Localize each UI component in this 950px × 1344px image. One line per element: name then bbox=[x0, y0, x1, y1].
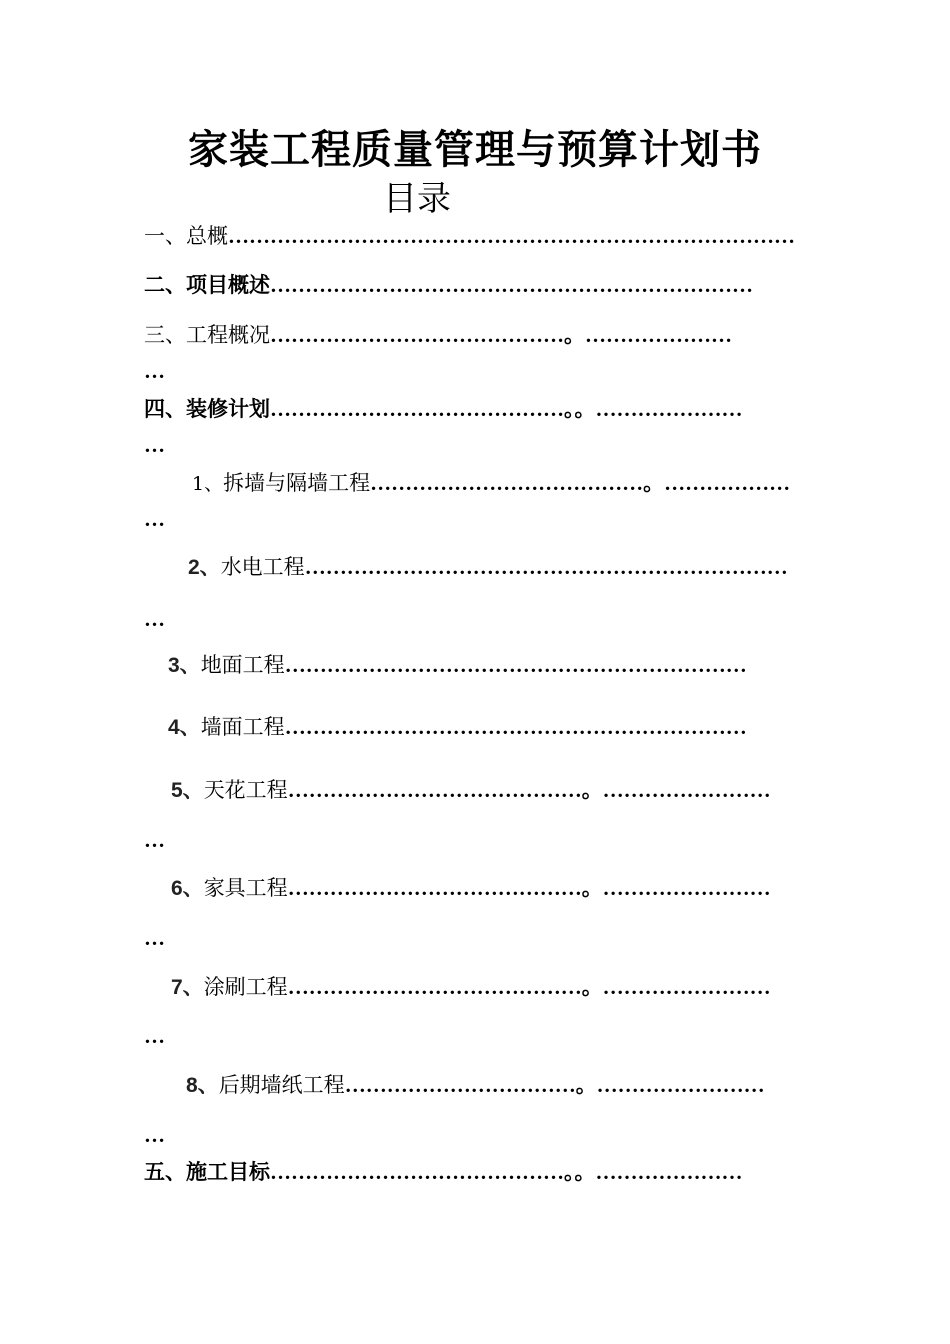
document-title: 家装工程质量管理与预算计划书 bbox=[188, 127, 762, 173]
toc-entry-label: 墙面工程 bbox=[200, 715, 285, 739]
toc-dot-leader: …………………………………。……………… bbox=[370, 471, 791, 495]
toc-dot-leader: ……………………………………。。………………… bbox=[270, 1160, 743, 1184]
toc-dot-leader: ……………………………………。…………………… bbox=[287, 876, 771, 900]
toc-leader-continuation: … bbox=[144, 926, 165, 950]
toc-entry-painting[interactable] bbox=[171, 973, 771, 1002]
toc-entry-label: 水电工程 bbox=[220, 555, 305, 579]
toc-entry-prefix: 五、 bbox=[144, 1160, 186, 1184]
toc-dot-leader: ……………………………………。………………… bbox=[270, 323, 732, 347]
toc-entry-prefix: 7、 bbox=[171, 976, 204, 999]
toc-entry-wallpaper[interactable] bbox=[186, 1071, 765, 1100]
toc-dot-leader: ……………………………………………………………………… bbox=[228, 224, 795, 248]
toc-dot-leader: …………………………………………………………… bbox=[270, 273, 753, 297]
toc-entry-prefix: 5、 bbox=[171, 779, 204, 802]
toc-leader-continuation: … bbox=[144, 1123, 165, 1147]
toc-dot-leader: ……………………………………。。………………… bbox=[270, 397, 743, 421]
toc-entry-prefix: 8、 bbox=[186, 1074, 219, 1097]
toc-leader-continuation: … bbox=[144, 507, 165, 531]
toc-entry-label: 家具工程 bbox=[203, 876, 288, 900]
toc-entry-overview[interactable] bbox=[144, 222, 795, 250]
toc-entry-project-status[interactable] bbox=[144, 321, 732, 349]
toc-entry-wall-surface[interactable] bbox=[168, 713, 747, 742]
toc-entry-label: 施工目标 bbox=[186, 1160, 270, 1184]
toc-dot-leader: ……………………………………。…………………… bbox=[287, 778, 771, 802]
toc-entry-prefix: 一、 bbox=[144, 224, 186, 248]
toc-dot-leader: ………………………………………………………… bbox=[284, 715, 747, 739]
toc-leader-continuation: … bbox=[144, 359, 165, 383]
toc-entry-furniture[interactable] bbox=[171, 874, 771, 903]
toc-entry-label: 拆墙与隔墙工程 bbox=[223, 471, 371, 495]
toc-entry-ceiling[interactable] bbox=[171, 776, 771, 805]
toc-entry-plumbing-electrical[interactable] bbox=[188, 553, 788, 582]
toc-entry-prefix: 4、 bbox=[168, 716, 201, 739]
toc-dot-leader: ………………………………………………………… bbox=[284, 653, 747, 677]
toc-entry-prefix: 6、 bbox=[171, 877, 204, 900]
toc-entry-label: 天花工程 bbox=[203, 778, 288, 802]
toc-leader-continuation: … bbox=[144, 433, 165, 457]
toc-entry-label: 装修计划 bbox=[186, 397, 270, 421]
toc-entry-label: 后期墙纸工程 bbox=[218, 1073, 345, 1097]
toc-entry-prefix: 3、 bbox=[168, 654, 201, 677]
toc-entry-flooring[interactable] bbox=[168, 651, 747, 680]
toc-leader-continuation: … bbox=[144, 607, 165, 631]
toc-entry-construction-goals[interactable] bbox=[144, 1158, 743, 1186]
toc-dot-leader: ……………………………………。…………………… bbox=[287, 975, 771, 999]
toc-dot-leader: …………………………………………………………… bbox=[304, 555, 788, 579]
toc-entry-label: 项目概述 bbox=[186, 273, 270, 297]
toc-entry-wall-demolition[interactable] bbox=[192, 469, 790, 498]
toc-leader-continuation: … bbox=[144, 1024, 165, 1048]
toc-entry-prefix: 1、 bbox=[192, 473, 224, 495]
toc-entry-renovation-plan[interactable] bbox=[144, 395, 743, 423]
toc-heading: 目录 bbox=[383, 179, 451, 219]
toc-entry-prefix: 二、 bbox=[144, 273, 186, 297]
toc-entry-label: 工程概况 bbox=[186, 323, 270, 347]
toc-entry-prefix: 2、 bbox=[188, 556, 221, 579]
toc-entry-prefix: 四、 bbox=[144, 397, 186, 421]
toc-dot-leader: ……………………………。…………………… bbox=[344, 1073, 765, 1097]
toc-leader-continuation: … bbox=[144, 828, 165, 852]
toc-entry-label: 总概 bbox=[186, 224, 228, 248]
toc-entry-label: 涂刷工程 bbox=[203, 975, 288, 999]
toc-entry-label: 地面工程 bbox=[200, 653, 285, 677]
toc-entry-prefix: 三、 bbox=[144, 323, 186, 347]
toc-entry-project-summary[interactable] bbox=[144, 271, 753, 299]
